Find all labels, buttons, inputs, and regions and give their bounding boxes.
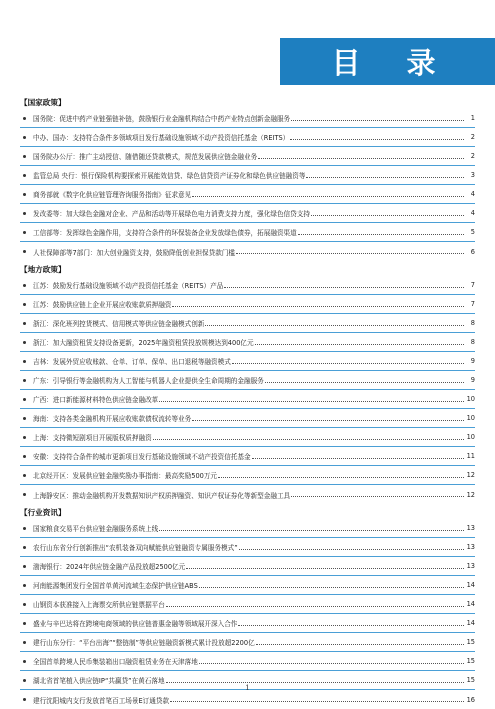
toc-entry-title: 江苏：鼓励供应链上企业开展应收账款质押融资: [33, 301, 172, 309]
dot-leader: [306, 177, 464, 178]
toc-entry-title: 渤海银行：2024年供应链金融产品投放超2500亿元: [33, 563, 186, 571]
toc-entry[interactable]: [20, 242, 475, 261]
toc-entry[interactable]: [20, 223, 475, 242]
dot-leader: [258, 158, 464, 159]
toc-entry-page: 13: [466, 562, 475, 570]
toc-entry[interactable]: [20, 519, 475, 538]
bullet-icon: [23, 379, 26, 382]
dot-leader: [298, 234, 464, 235]
toc-entry-page: 9: [470, 357, 475, 365]
toc-entry-title: 上海静安区：推动金融机构开发数据知识产权质押融资、知识产权证券化等新型金融工具: [33, 491, 291, 500]
toc-entry-page: 7: [470, 300, 475, 308]
toc-entry-title: 建行山东分行：“平台出海”“整链制”等供应链融资新模式累计投放超2200亿: [33, 639, 255, 647]
dot-leader: [218, 477, 464, 478]
dot-leader: [256, 644, 464, 645]
bullet-icon: [23, 660, 26, 663]
toc-entry[interactable]: [20, 538, 475, 557]
dot-leader: [159, 401, 464, 402]
section-entry-list: [20, 109, 475, 261]
toc-entry-title: 广东：引导银行等金融机构为人工智能与机器人企业提供全生命周期的金融服务: [33, 377, 264, 385]
toc-entry[interactable]: [20, 185, 475, 204]
dot-leader: [166, 606, 464, 607]
toc-entry-title: 中办、国办：支持符合条件多领域项目发行基础设施领域不动产投资信托基金（REITS）: [33, 134, 290, 142]
toc-entry-title: 发改委等：加大绿色金融对企业、产品和活动等开展绿色电力消费支持力度，强化绿色信贷支持: [33, 210, 310, 218]
toc-entry-page: 7: [470, 281, 475, 289]
toc-entry-title: 建行沈阳城内支行发放首笔百工场景E订通贷款: [33, 696, 170, 705]
bullet-icon: [23, 174, 26, 177]
section-entry-list: [20, 276, 475, 504]
toc-entry[interactable]: [20, 633, 475, 652]
toc-entry-title: 国务院办公厅：推广主动授信、随借随还贷款模式，规范发展供应链金融业务: [33, 153, 258, 161]
toc-entry-page: 14: [466, 619, 475, 627]
toc-entry-page: 12: [466, 471, 475, 479]
dot-leader: [172, 306, 464, 307]
toc-entry-page: 9: [470, 376, 475, 384]
bullet-icon: [23, 284, 26, 287]
dot-leader: [239, 549, 464, 550]
toc-entry-title: 河南能源集团发行全国首单黄河流域生态保护供应链ABS: [33, 582, 198, 590]
toc-entry-title: 江苏：鼓励发行基础设施领域不动产投资信托基金（REITS）产品: [33, 282, 224, 290]
dot-leader: [290, 139, 464, 140]
bullet-icon: [23, 212, 26, 215]
dot-leader: [265, 382, 464, 383]
dot-leader: [192, 420, 464, 421]
section-heading: 【国家政策】: [20, 98, 66, 107]
dot-leader: [232, 363, 464, 364]
dot-leader: [199, 663, 464, 664]
toc-entry[interactable]: [20, 276, 475, 295]
toc-entry[interactable]: [20, 557, 475, 576]
toc-entry[interactable]: [20, 652, 475, 671]
toc-entry-page: 14: [466, 581, 475, 589]
toc-entry-page: 14: [466, 600, 475, 608]
page-number: 1: [245, 684, 250, 692]
bullet-icon: [23, 341, 26, 344]
toc-entry-title: 商务部就《数字化供应链管理咨询服务指南》征求意见: [33, 191, 192, 199]
toc-entry[interactable]: [20, 109, 475, 128]
bullet-icon: [23, 565, 26, 568]
toc-entry-title: 监管总局 央行：银行保险机构要探索开展能效信贷、绿色信贷资产证券化和绿色供应链融资等: [33, 172, 306, 180]
toc-entry-page: 10: [466, 395, 475, 403]
bullet-icon: [23, 474, 26, 477]
dot-leader: [291, 496, 464, 497]
bullet-icon: [23, 546, 26, 549]
toc-entry[interactable]: [20, 371, 475, 390]
toc-entry-title: 人社保障部等7部门：加大创业融资支持，鼓励降低创业担保贷款门槛: [33, 248, 236, 257]
bullet-icon: [23, 360, 26, 363]
toc-entry[interactable]: [20, 485, 475, 504]
bullet-icon: [23, 603, 26, 606]
toc-entry-page: 10: [466, 414, 475, 422]
bullet-icon: [23, 136, 26, 139]
toc-entry-title: 全国首单跨境人民币集装箱出口融资租赁业务在天津落地: [33, 658, 198, 666]
toc-entry[interactable]: [20, 295, 475, 314]
toc-entry-page: 2: [470, 152, 475, 160]
toc-entry-page: 4: [470, 190, 475, 198]
toc-entry[interactable]: [20, 352, 475, 371]
toc-entry-page: 6: [470, 247, 475, 256]
bullet-icon: [23, 250, 26, 253]
bullet-icon: [23, 641, 26, 644]
dot-leader: [170, 701, 464, 702]
dot-leader: [224, 287, 464, 288]
bullet-icon: [23, 679, 26, 682]
dot-leader: [186, 568, 464, 569]
toc-entry-page: 15: [466, 657, 475, 665]
toc-entry-title: 安徽：支持符合条件的城市更新项目发行基础设施领域不动产投资信托基金: [33, 453, 251, 461]
toc-entry[interactable]: [20, 447, 475, 466]
dot-leader: [192, 196, 464, 197]
toc-entry-page: 10: [466, 433, 475, 441]
toc-entry-title: 山钢资本获准接入上海票交所供应链票据平台: [33, 601, 165, 609]
toc-entry[interactable]: [20, 428, 475, 447]
bullet-icon: [23, 436, 26, 439]
toc-entry[interactable]: [20, 466, 475, 485]
toc-entry-title: 农行山东省分行创新推出“农机装备双向赋能供应链融资专属服务模式”: [33, 544, 238, 552]
toc-entry-page: 11: [466, 452, 475, 460]
table-of-contents: [20, 96, 475, 709]
toc-entry-page: 8: [470, 338, 475, 346]
toc-entry[interactable]: [20, 128, 475, 147]
toc-entry-title: 湖北省首笔植入供应链IP“共赢贷”在黄石落地: [33, 677, 165, 685]
toc-entry-page: 12: [466, 490, 475, 499]
bullet-icon: [23, 398, 26, 401]
toc-entry-page: 1: [470, 114, 475, 122]
bullet-icon: [23, 117, 26, 120]
bullet-icon: [23, 622, 26, 625]
dot-leader: [159, 530, 464, 531]
section-heading: 【地方政策】: [20, 265, 66, 274]
toc-entry-title: 海南：支持各类金融机构开展应收账款债权流转等业务: [33, 415, 192, 423]
dot-leader: [311, 215, 464, 216]
toc-entry-page: 2: [470, 133, 475, 141]
toc-entry[interactable]: [20, 409, 475, 428]
bullet-icon: [23, 303, 26, 306]
bullet-icon: [23, 417, 26, 420]
toc-entry[interactable]: [20, 595, 475, 614]
bullet-icon: [23, 584, 26, 587]
toc-entry-page: 13: [466, 543, 475, 551]
toc-entry-title: 上海：支持微短剧项目开展版权质押融资: [33, 434, 152, 442]
dot-leader: [238, 625, 464, 626]
toc-entry-title: 盛业与辛巴达将在跨境电商领域的供应链普惠金融等领域展开深入合作: [33, 620, 238, 628]
toc-entry-title: 浙江：深化班列控货模式、信用模式等供应链金融模式创新: [33, 320, 205, 328]
toc-entry[interactable]: [20, 390, 475, 409]
dot-leader: [153, 439, 464, 440]
toc-entry-title: 广西：进口新能源材料特色供应链金融改革: [33, 396, 159, 404]
toc-entry-title: 吉林：发展外贸应收账款、仓单、订单、保单、出口退税等融资模式: [33, 358, 231, 366]
section-entry-list: [20, 519, 475, 709]
section-heading: 【行业资讯】: [20, 508, 66, 517]
bullet-icon: [23, 155, 26, 158]
toc-entry[interactable]: [20, 204, 475, 223]
toc-entry-page: 16: [466, 695, 475, 704]
dot-leader: [252, 458, 464, 459]
toc-entry-title: 工信部等：发挥绿色金融作用，支持符合条件的环保装备企业发放绿色债券，拓展融资渠道: [33, 229, 297, 237]
bullet-icon: [23, 493, 26, 496]
toc-entry-page: 4: [470, 209, 475, 217]
toc-entry-page: 13: [466, 524, 475, 532]
dot-leader: [291, 120, 464, 121]
dot-leader: [236, 253, 464, 254]
dot-leader: [199, 587, 464, 588]
bullet-icon: [23, 322, 26, 325]
toc-entry-title: 国家粮食交易平台供应链金融服务系统上线: [33, 525, 159, 533]
toc-entry[interactable]: [20, 166, 475, 185]
bullet-icon: [23, 455, 26, 458]
toc-title: 目 录: [331, 46, 454, 80]
toc-entry[interactable]: [20, 333, 475, 352]
toc-entry-title: 北京经开区：发展供应链金融奖励办事指南：最高奖励500万元: [33, 472, 218, 480]
toc-entry-page: 5: [470, 228, 475, 236]
toc-entry-page: 3: [470, 171, 475, 179]
bullet-icon: [23, 527, 26, 530]
dot-leader: [205, 325, 464, 326]
toc-entry-title: 浙江：加大融资租赁支持设备更新，2025年融资租赁投放规模达到400亿元: [33, 339, 254, 347]
toc-entry-page: 8: [470, 319, 475, 327]
toc-entry[interactable]: [20, 314, 475, 333]
bullet-icon: [23, 193, 26, 196]
toc-entry[interactable]: [20, 614, 475, 633]
toc-entry[interactable]: [20, 576, 475, 595]
bullet-icon: [23, 231, 26, 234]
dot-leader: [255, 344, 464, 345]
toc-entry[interactable]: [20, 147, 475, 166]
dot-leader: [166, 682, 464, 683]
toc-entry-title: 国务院：促进中药产业链强链补链，鼓励银行业金融机构结合中药产业特点创新金融服务: [33, 115, 291, 123]
toc-entry-page: 15: [466, 676, 475, 684]
toc-entry-page: 15: [466, 638, 475, 646]
